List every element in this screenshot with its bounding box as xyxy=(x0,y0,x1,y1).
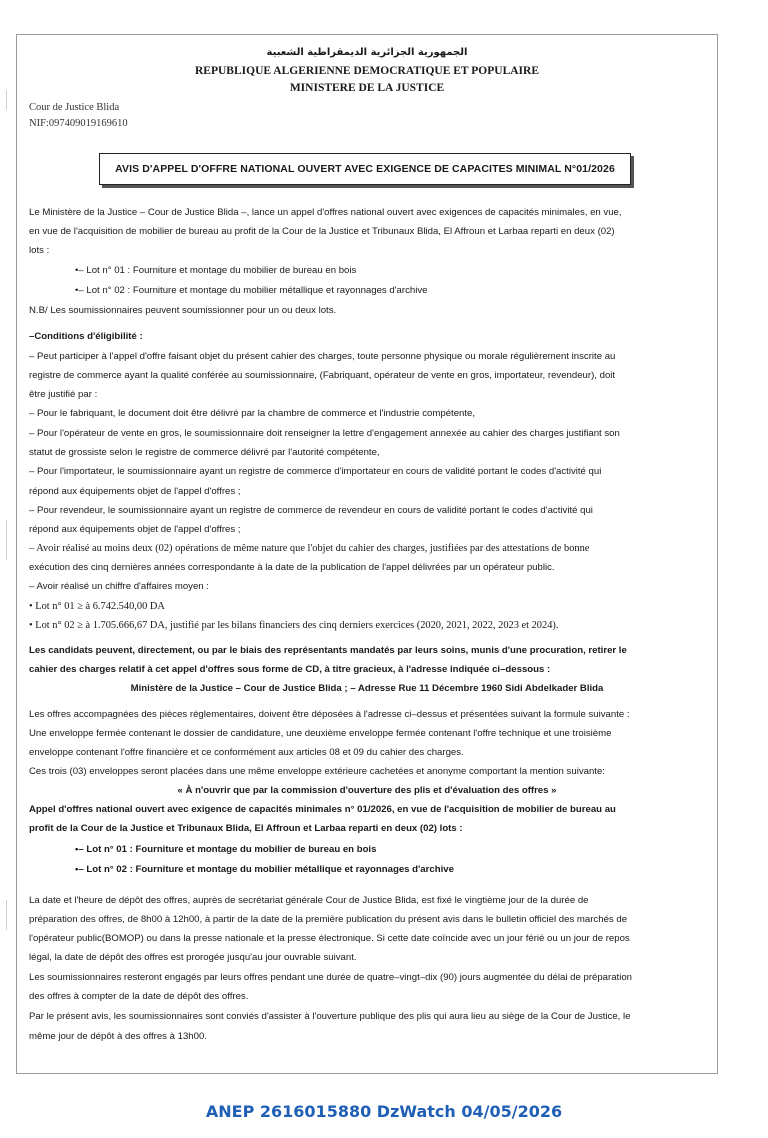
intro-line-3: lots : xyxy=(29,245,50,256)
condition-line-5: – Pour l'opérateur de vente en gros, le soumissionnaire doit renseigner la lettre d'engagement annexée au cahier des charges justifiant son xyxy=(29,428,620,439)
retrieval-line-2: cahier des charges relatif à cet appel d'offres sous forme de CD, à titre gracieux, à l'adresse indiquée ci–dessous : xyxy=(29,664,551,675)
intro-line-2: en vue de l'acquisition de mobilier de bureau au profit de la Cour de la Justice et Tribunaux Blida, El Affroun et Larbaa reparti en deux (02) xyxy=(29,226,615,237)
lot-2-item: •– Lot n° 02 : Fourniture et montage du mobilier métallique et rayonnages d'archive xyxy=(75,285,428,296)
envelope-line-2: profit de la Cour de la Justice et Tribunaux Blida, El Affroun et Larbaa reparti en deux (02) lots : xyxy=(29,823,463,834)
nb-note: N.B/ Les soumissionnaires peuvent soumissionner pour un ou deux lots. xyxy=(29,305,337,316)
republic-header: REPUBLIQUE ALGERIENNE DEMOCRATIQUE ET POPULAIRE xyxy=(195,65,539,77)
condition-line-12: exécution des cinq dernières années correspondante à la date de la publication de l'appel délivrées par un opérateur public. xyxy=(29,562,555,573)
anep-footer: ANEP 2616015880 DzWatch 04/05/2026 xyxy=(205,1102,563,1121)
retrieval-address: Ministère de la Justice – Cour de Justice Blida ; – Adresse Rue 11 Décembre 1960 Sidi Abdelkader Blida xyxy=(130,683,604,694)
issuer-nif: NIF:097409019169610 xyxy=(29,118,128,129)
offers-line-3: enveloppe contenant l'offre financière et ce conformément aux articles 08 et 09 du cahier des charges. xyxy=(29,747,464,758)
deadline-line-2: préparation des offres, de 8h00 à 12h00, à partir de la date de la première publication du présent avis dans le bulletin officiel des marchés de xyxy=(29,914,628,925)
intro-line-1: Le Ministère de la Justice – Cour de Justice Blida –, lance un appel d'offres national ouvert avec exigences de capacités minimales, en vue, xyxy=(29,207,622,218)
deadline-line-1: La date et l'heure de dépôt des offres, auprès de secrétariat générale Cour de Justice Blida, est fixé le vingtième jour de la durée de xyxy=(29,895,589,906)
deadline-line-3: l'opérateur public(BOMOP) ou dans la presse nationale et la presse électronique. Si cette date coïncide avec un jour férié ou un jour de repos xyxy=(29,933,630,944)
document-page xyxy=(16,34,718,1074)
offers-line-4: Ces trois (03) enveloppes seront placées dans une même enveloppe extérieure cachetées et anonyme comportant la mention suivante: xyxy=(29,766,605,777)
condition-line-11: – Avoir réalisé au moins deux (02) opérations de même nature que l'objet du cahier des charges, justifiées par des attestations de bonne xyxy=(29,543,590,554)
deadline-line-4: légal, la date de dépôt des offres est prorogée jusqu'au jour ouvrable suivant. xyxy=(29,952,357,963)
condition-line-9: – Pour revendeur, le soumissionnaire ayant un registre de commerce de revendeur en cours de validité portant le codes d'activité qui xyxy=(29,505,593,516)
condition-line-1: – Peut participer à l'appel d'offre faisant objet du présent cahier des charges, toute personne physique ou morale régulièrement inscrite au xyxy=(29,351,616,362)
condition-line-10: répond aux équipements objet de l'appel d'offres ; xyxy=(29,524,241,535)
turnover-lot-2: • Lot n° 02 ≥ à 1.705.666,67 DA, justifié par les bilans financiers des cinq derniers exercices (2020, 2021, 2022, 2023 et 2024). xyxy=(29,620,559,631)
condition-line-4: – Pour le fabriquant, le document doit être délivré par la chambre de commerce et l'industrie compétente, xyxy=(29,408,476,419)
retrieval-line-1: Les candidats peuvent, directement, ou par le biais des représentants mandatés par leurs soins, munis d'une procuration, retirer le xyxy=(29,645,627,656)
envelope-line-1: Appel d'offres national ouvert avec exigence de capacités minimales n° 01/2026, en vue de l'acquisition de mobilier de bureau au xyxy=(29,804,616,815)
envelope-lot-1: •– Lot n° 01 : Fourniture et montage du mobilier de bureau en bois xyxy=(75,844,377,855)
arabic-header: الجمهورية الجزائرية الديمقراطية الشعبية xyxy=(266,47,468,58)
condition-line-6: statut de grossiste selon le registre de commerce délivré par l'autorité compétente, xyxy=(29,447,380,458)
conditions-title: –Conditions d'éligibilité : xyxy=(29,331,143,342)
offers-line-2: Une enveloppe fermée contenant le dossier de candidature, une deuxième enveloppe fermée contenant l'offre technique et une troisième xyxy=(29,728,612,739)
envelope-lot-2: •– Lot n° 02 : Fourniture et montage du mobilier métallique et rayonnages d'archive xyxy=(75,864,454,875)
condition-line-7: – Pour l'importateur, le soumissionnaire ayant un registre de commerce d'importateur en cours de validité portant le codes d'activité qui xyxy=(29,466,602,477)
deadline-line-7: Par le présent avis, les soumissionnaires sont conviés d'assister à l'ouverture publique des plis qui aura lieu au siège de la Cour de Justice, le xyxy=(29,1011,631,1022)
ministry-header: MINISTERE DE LA JUSTICE xyxy=(289,82,445,94)
condition-line-2: registre de commerce ayant la qualité conférée au soumissionnaire, (Fabriquant, opérateur de vente en gros, importateur, revendeur), doit xyxy=(29,370,616,381)
notice-title-box xyxy=(99,153,631,185)
issuer-name: Cour de Justice Blida xyxy=(29,102,120,113)
envelope-mention: « À n'ouvrir que par la commission d'ouverture des plis et d'évaluation des offres » xyxy=(177,785,557,796)
condition-line-13: – Avoir réalisé un chiffre d'affaires moyen : xyxy=(29,581,209,592)
lot-1-item: •– Lot n° 01 : Fourniture et montage du mobilier de bureau en bois xyxy=(75,265,357,276)
offers-line-1: Les offres accompagnées des pièces réglementaires, doivent être déposées à l'adresse ci–dessus et présentées suivant la formule suivante : xyxy=(29,709,630,720)
deadline-line-8: même jour de dépôt à des offres à 13h00. xyxy=(29,1031,207,1042)
condition-line-8: répond aux équipements objet de l'appel d'offres ; xyxy=(29,486,241,497)
turnover-lot-1: • Lot n° 01 ≥ à 6.742.540,00 DA xyxy=(29,601,165,612)
deadline-line-6: des offres à compter de la date de dépôt des offres. xyxy=(29,991,249,1002)
notice-title: AVIS D'APPEL D'OFFRE NATIONAL OUVERT AVEC EXIGENCE DE CAPACITES MINIMAL N°01/2026 xyxy=(115,163,615,175)
condition-line-3: être justifié par : xyxy=(29,389,98,400)
deadline-line-5: Les soumissionnaires resteront engagés par leurs offres pendant une durée de quatre–vingt–dix (90) jours augmentée du délai de préparation xyxy=(29,972,633,983)
